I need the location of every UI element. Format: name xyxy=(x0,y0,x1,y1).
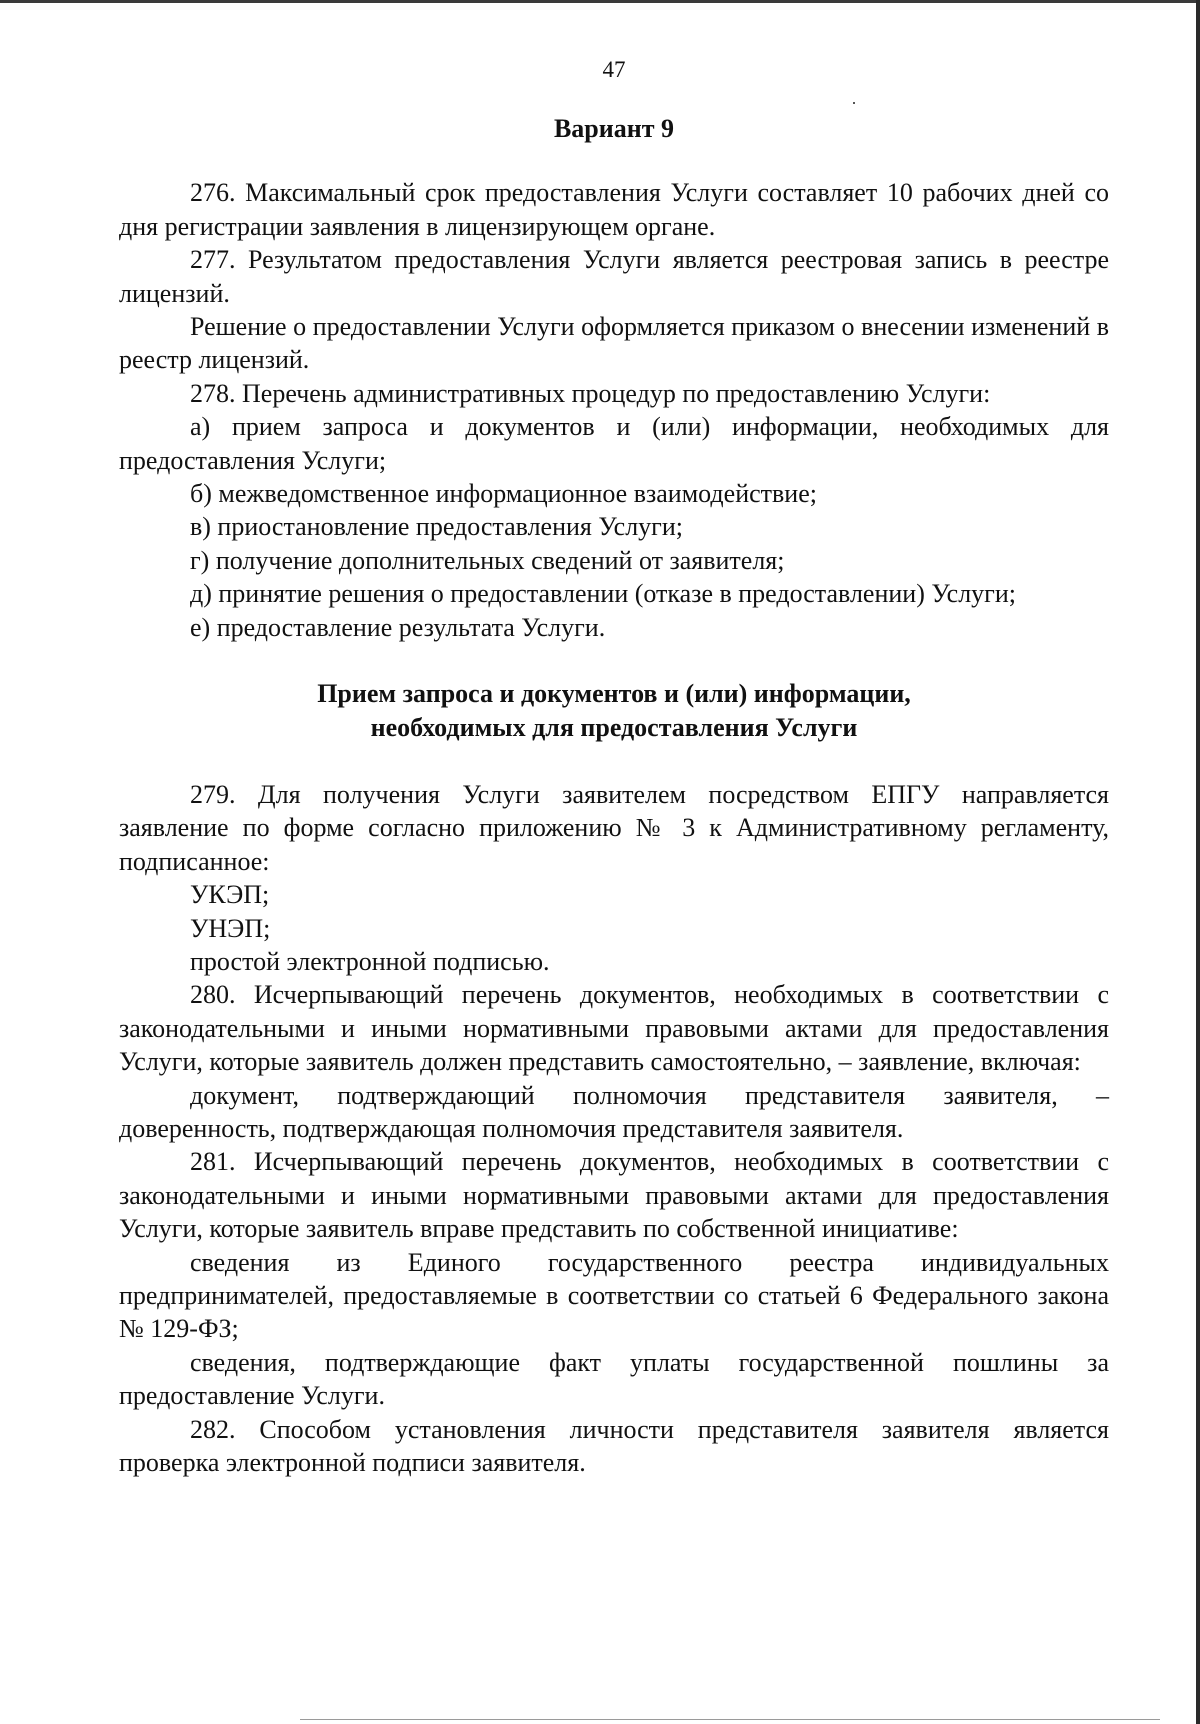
paragraph-281-egrip: сведения из Единого государственного реестра индивидуальных предпринимателей, предоставляемые в соответствии со статьей 6 Федерального закона № 129-ФЗ; xyxy=(119,1247,1109,1344)
document-body xyxy=(119,50,1109,1479)
paragraph-277: 277. Результатом предоставления Услуги является реестровая запись в реестре лицензий. xyxy=(119,245,1109,308)
paragraph-280-document: документ, подтверждающий полномочия представителя заявителя, – доверенность, подтверждающая полномочия представителя заявителя. xyxy=(119,1080,1109,1143)
paragraph-277-decision: Решение о предоставлении Услуги оформляется приказом о внесении изменений в реестр лицензий. xyxy=(119,312,1109,375)
paragraph-282: 282. Способом установления личности представителя заявителя является проверка электронной подписи заявителя. xyxy=(119,1414,1109,1478)
paragraph-280: 280. Исчерпывающий перечень документов, необходимых в соответствии с законодательными и иными нормативными правовыми актами для предоставления Услуги, которые заявитель должен представить самостоятельно, – заявление, включая: xyxy=(119,980,1109,1077)
list-item-d: д) принятие решения о предоставлении (отказе в предоставлении) Услуги; xyxy=(190,579,1016,609)
list-item-v: в) приостановление предоставления Услуги; xyxy=(190,512,683,542)
signature-type-unep: УНЭП; xyxy=(190,913,271,943)
list-item-g: г) получение дополнительных сведений от заявителя; xyxy=(190,545,785,575)
scan-border-bottom xyxy=(300,1719,1160,1720)
paragraph-279: 279. Для получения Услуги заявителем посредством ЕПГУ направляется заявление по форме согласно приложению № 3 к Административному регламенту, подписанное: xyxy=(119,779,1109,876)
section-heading xyxy=(119,677,1109,744)
paragraph-281: 281. Исчерпывающий перечень документов, необходимых в соответствии с законодательными и иными нормативными правовыми актами для предоставления Услуги, которые заявитель вправе представить по собственной инициативе: xyxy=(119,1147,1109,1244)
list-item-a: а) прием запроса и документов и (или) информации, необходимых для предоставления Услуги; xyxy=(119,412,1109,475)
section-heading-line-1: Прием запроса и документов и (или) информации, xyxy=(317,679,911,709)
list-item-b: б) межведомственное информационное взаимодействие; xyxy=(190,479,817,509)
list-item-e: е) предоставление результата Услуги. xyxy=(190,612,606,642)
scan-border-right xyxy=(1196,0,1200,1724)
variant-heading: Вариант 9 xyxy=(553,114,675,143)
paragraph-278: 278. Перечень административных процедур по предоставлению Услуги: xyxy=(190,378,991,408)
signature-type-ukep: УКЭП; xyxy=(190,880,270,910)
page-number: 47 xyxy=(602,57,626,82)
signature-type-simple: простой электронной подписью. xyxy=(190,946,550,976)
scan-border-top xyxy=(0,0,1200,3)
section-heading-line-2: необходимых для предоставления Услуги xyxy=(370,712,858,742)
paragraph-281-fee: сведения, подтверждающие факт уплаты государственной пошлины за предоставление Услуги. xyxy=(119,1347,1109,1411)
paragraph-276: 276. Максимальный срок предоставления Услуги составляет 10 рабочих дней со дня регистрации заявления в лицензирующем органе. xyxy=(119,178,1109,241)
